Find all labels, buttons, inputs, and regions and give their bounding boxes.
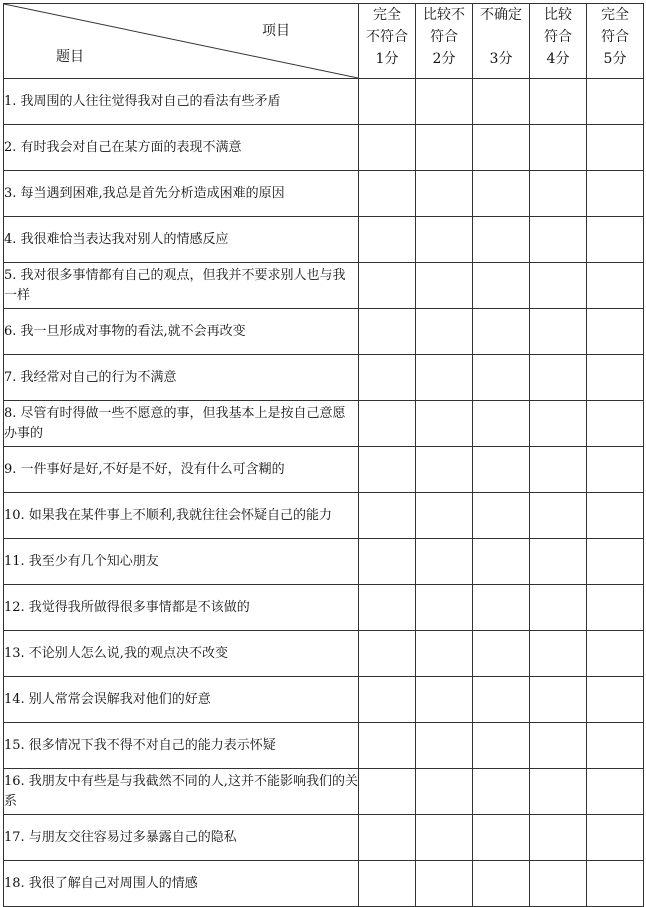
answer-cell[interactable]	[359, 309, 416, 355]
option-header-2	[416, 4, 473, 79]
answer-cell[interactable]	[416, 493, 473, 539]
answer-cell[interactable]	[473, 401, 530, 447]
answer-cell[interactable]	[416, 677, 473, 723]
answer-cell[interactable]	[359, 815, 416, 861]
option-header-5	[587, 4, 644, 79]
table-row	[4, 677, 644, 723]
answer-cell[interactable]	[416, 401, 473, 447]
table-row	[4, 447, 644, 493]
answer-cell[interactable]	[530, 677, 587, 723]
answer-cell[interactable]	[587, 631, 644, 677]
item-text: 5. 我对很多事情都有自己的观点，但我并不要求别人也与我一样	[4, 263, 359, 309]
answer-cell[interactable]	[359, 447, 416, 493]
answer-cell[interactable]	[416, 355, 473, 401]
answer-cell[interactable]	[587, 447, 644, 493]
answer-cell[interactable]	[416, 171, 473, 217]
answer-cell[interactable]	[530, 217, 587, 263]
answer-cell[interactable]	[587, 723, 644, 769]
answer-cell[interactable]	[359, 677, 416, 723]
table-row	[4, 723, 644, 769]
answer-cell[interactable]	[587, 125, 644, 171]
answer-cell[interactable]	[530, 79, 587, 125]
answer-cell[interactable]	[530, 539, 587, 585]
item-text: 15. 很多情况下我不得不对自己的能力表示怀疑	[4, 723, 359, 769]
answer-cell[interactable]	[473, 355, 530, 401]
answer-cell[interactable]	[530, 493, 587, 539]
answer-cell[interactable]	[416, 79, 473, 125]
answer-cell[interactable]	[359, 125, 416, 171]
option-label	[473, 26, 529, 48]
item-text: 2. 有时我会对自己在某方面的表现不满意	[4, 125, 359, 171]
item-text: 4. 我很难恰当表达我对别人的情感反应	[4, 217, 359, 263]
answer-cell[interactable]	[473, 217, 530, 263]
answer-cell[interactable]	[359, 861, 416, 907]
diagonal-header-cell	[4, 4, 359, 79]
answer-cell[interactable]	[416, 585, 473, 631]
answer-cell[interactable]	[530, 355, 587, 401]
column-header-label: 项目	[262, 23, 290, 39]
table-row	[4, 355, 644, 401]
answer-cell[interactable]	[416, 125, 473, 171]
answer-cell[interactable]	[587, 401, 644, 447]
answer-cell[interactable]	[473, 585, 530, 631]
answer-cell[interactable]	[530, 861, 587, 907]
answer-cell[interactable]	[416, 217, 473, 263]
table-row	[4, 493, 644, 539]
answer-cell[interactable]	[473, 539, 530, 585]
answer-cell[interactable]	[359, 263, 416, 309]
answer-cell[interactable]	[359, 171, 416, 217]
answer-cell[interactable]	[359, 217, 416, 263]
answer-cell[interactable]	[587, 79, 644, 125]
table-row	[4, 861, 644, 907]
option-header-4	[530, 4, 587, 79]
answer-cell[interactable]	[530, 401, 587, 447]
option-score: 4分	[546, 51, 570, 67]
answer-cell[interactable]	[473, 677, 530, 723]
answer-cell[interactable]	[473, 723, 530, 769]
diagonal-line	[4, 4, 358, 78]
table-row	[4, 815, 644, 861]
answer-cell[interactable]	[530, 125, 587, 171]
option-score: 3分	[489, 51, 513, 67]
answer-cell[interactable]	[530, 171, 587, 217]
answer-cell[interactable]	[416, 631, 473, 677]
row-header-label: 题目	[56, 49, 84, 65]
option-label: 不确定	[480, 7, 522, 23]
item-text: 6. 我一旦形成对事物的看法,就不会再改变	[4, 309, 359, 355]
answer-cell[interactable]	[473, 447, 530, 493]
answer-cell[interactable]	[587, 217, 644, 263]
answer-cell[interactable]	[473, 815, 530, 861]
table-row	[4, 585, 644, 631]
answer-cell[interactable]	[587, 585, 644, 631]
answer-cell[interactable]	[530, 263, 587, 309]
item-text: 13. 不论别人怎么说,我的观点决不改变	[4, 631, 359, 677]
answer-cell[interactable]	[473, 861, 530, 907]
answer-cell[interactable]	[530, 723, 587, 769]
table-row	[4, 79, 644, 125]
answer-cell[interactable]	[473, 79, 530, 125]
item-text: 1. 我周围的人往往觉得我对自己的看法有些矛盾	[4, 79, 359, 125]
table-row	[4, 631, 644, 677]
item-text: 11. 我至少有几个知心朋友	[4, 539, 359, 585]
item-text: 8. 尽管有时得做一些不愿意的事，但我基本上是按自己意愿办事的	[4, 401, 359, 447]
table-row	[4, 125, 644, 171]
option-header-3	[473, 4, 530, 79]
answer-cell[interactable]	[359, 401, 416, 447]
item-text: 17. 与朋友交往容易过多暴露自己的隐私	[4, 815, 359, 861]
answer-cell[interactable]	[416, 723, 473, 769]
table-row	[4, 401, 644, 447]
table-row	[4, 309, 644, 355]
answer-cell[interactable]	[416, 539, 473, 585]
answer-cell[interactable]	[359, 769, 416, 815]
option-label: 符合	[544, 29, 572, 45]
item-text: 9. 一件事好是好,不好是不好，没有什么可含糊的	[4, 447, 359, 493]
item-text: 14. 别人常常会误解我对他们的好意	[4, 677, 359, 723]
item-text: 18. 我很了解自己对周围人的情感	[4, 861, 359, 907]
option-label: 符合	[601, 29, 629, 45]
answer-cell[interactable]	[530, 769, 587, 815]
answer-cell[interactable]	[473, 769, 530, 815]
answer-cell[interactable]	[359, 723, 416, 769]
option-label: 完全	[373, 7, 401, 23]
answer-cell[interactable]	[530, 585, 587, 631]
answer-cell[interactable]	[416, 263, 473, 309]
option-label: 不符合	[366, 29, 408, 45]
answer-cell[interactable]	[416, 769, 473, 815]
answer-cell[interactable]	[587, 309, 644, 355]
answer-cell[interactable]	[473, 125, 530, 171]
table-row	[4, 171, 644, 217]
header-row	[4, 4, 644, 79]
option-label: 符合	[430, 29, 458, 45]
answer-cell[interactable]	[416, 447, 473, 493]
option-header-1	[359, 4, 416, 79]
answer-cell[interactable]	[359, 539, 416, 585]
answer-cell[interactable]	[530, 447, 587, 493]
option-score: 1分	[375, 51, 399, 67]
answer-cell[interactable]	[359, 79, 416, 125]
answer-cell[interactable]	[587, 263, 644, 309]
item-text: 3. 每当遇到困难,我总是首先分析造成困难的原因	[4, 171, 359, 217]
answer-cell[interactable]	[587, 769, 644, 815]
answer-cell[interactable]	[359, 631, 416, 677]
answer-cell[interactable]	[587, 815, 644, 861]
item-text: 12. 我觉得我所做得很多事情都是不该做的	[4, 585, 359, 631]
answer-cell[interactable]	[587, 493, 644, 539]
answer-cell[interactable]	[473, 309, 530, 355]
item-text: 7. 我经常对自己的行为不满意	[4, 355, 359, 401]
answer-cell[interactable]	[587, 171, 644, 217]
answer-cell[interactable]	[416, 861, 473, 907]
table-row	[4, 539, 644, 585]
answer-cell[interactable]	[473, 631, 530, 677]
answer-cell[interactable]	[587, 861, 644, 907]
answer-cell[interactable]	[359, 585, 416, 631]
answer-cell[interactable]	[359, 493, 416, 539]
answer-cell[interactable]	[473, 171, 530, 217]
answer-cell[interactable]	[530, 309, 587, 355]
item-text: 10. 如果我在某件事上不顺利,我就往往会怀疑自己的能力	[4, 493, 359, 539]
answer-cell[interactable]	[359, 355, 416, 401]
option-score: 2分	[432, 51, 456, 67]
table-row	[4, 769, 644, 815]
answer-cell[interactable]	[416, 309, 473, 355]
item-text: 16. 我朋友中有些是与我截然不同的人,这并不能影响我们的关系	[4, 769, 359, 815]
option-label: 比较	[544, 7, 572, 23]
answer-cell[interactable]	[587, 355, 644, 401]
answer-cell[interactable]	[587, 539, 644, 585]
answer-cell[interactable]	[530, 815, 587, 861]
answer-cell[interactable]	[587, 677, 644, 723]
option-score: 5分	[603, 51, 627, 67]
table-row	[4, 263, 644, 309]
answer-cell[interactable]	[473, 493, 530, 539]
table-row	[4, 217, 644, 263]
option-label: 比较不	[423, 7, 465, 23]
answer-cell[interactable]	[530, 631, 587, 677]
option-label: 完全	[601, 7, 629, 23]
survey-table	[3, 3, 644, 907]
answer-cell[interactable]	[416, 815, 473, 861]
answer-cell[interactable]	[473, 263, 530, 309]
